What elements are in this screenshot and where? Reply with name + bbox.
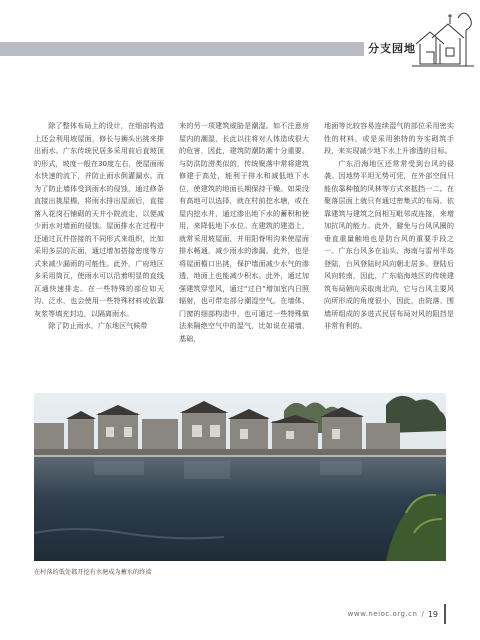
photo-caption: 在村落的低处都开挖有水塘成为蓄水的终端 <box>34 569 152 576</box>
paragraph: 除了防止雨水，广东地区气候带 <box>48 321 148 330</box>
paragraph: 地面等比较容易连续湿气的部位采用密实性的材料，或是采用独特的夯实砌筑手段，来实现减少地下水上升渗透的目标。 <box>324 121 454 155</box>
footer-url: www.neioc.org.cn <box>347 610 418 618</box>
village-pond-photo <box>34 393 446 561</box>
footer-rule <box>444 604 446 624</box>
text-column-2 <box>179 120 309 390</box>
text-column-1 <box>34 120 164 390</box>
section-tag: 分支园地 <box>364 38 420 58</box>
house-illustration-icon <box>410 4 476 74</box>
article-body <box>34 120 454 390</box>
paragraph: 除了整体布局上的设计，在细部构造上还会利用坡屋面，修长与狮头出挑来排出雨水。广东传统民居多采用前后直坡顶的形式，坡度一般在30度左右，使屋面雨水快速的流下，并防止雨水倒灌漏水。而为了防止墙体受到雨水的侵蚀，通过修条直接出挑屋檐，将雨水排出屋面后，直接落入花岗石铺砌的天井小院流走，以便减少雨水对墙面的侵蚀。屋面排水在过程中还通过瓦件搭接的不同形式来组织，比如采用多层的瓦面，通过增加搭接密度等方式来减少漏雨的可能性。此外，广府地区多采用筒瓦，使雨水可以沿着明显的直线瓦通快速排走。在一些特殊的部位如天沟、泛水，也会使用一些特殊材料或依靠灰浆等填充封边，以隔离雨水。 <box>34 121 164 318</box>
header-bar <box>0 42 410 56</box>
paragraph: 来的另一项建筑威胁是潮湿。如不注意房屋内的潮湿，长此以往将对人体造成很大的危害，因此，建筑防潮防潮十分重要。与防洪防涝类似的，传统聚落中常将建筑修建于高处，能利于排水和减低地下水位，使建筑的地面长期保持干燥。如果没有高地可以选择，就在村前挖水塘，或在屋内挖水井，通过渗出地下水的蓄积和使用，来降低地下水位。在建筑的建造上，就常采用坡屋面，并用阳脊明沟来使屋面排水畅通，减少雨水的渗漏。此外，也是将屋面檐口出挑，保护墙面减少水气的渗透，地面上也能减少积水。此外，通过加强建筑穿堂风，通过“过白”增加室内日照辐射，也可带走部分潮湿空气。在墙体、门窗的细部构造中，也可通过一些特殊做法来隔绝空气中的湿气，比如说在裙墙，基础， <box>179 121 309 343</box>
page-number: 19 <box>427 609 438 619</box>
text-column-3 <box>324 120 454 390</box>
paragraph: 广东沿海地区还常常受到台风的侵袭。因地势平坦无势可凭，在外部空间只能依靠种植的风林等方式来抵挡一二。在聚落层面上就只有通过密集式的布局、依靠建筑与建筑之间相互毗邻成连接，来增加抗风的能力。此外，避免与台风风圈的垂直重量触地也是防台风的重要手段之一。广东台风多在汕头、海南与雷州半岛登陆，台风登陆时风向朝北居多。登陆后风向转南，因此，广东临海地区的传统建筑布局朝向采取南北向，它与台风主要风向所形成的角度很小，因此，由院落、围墙所组成的多进式民居布局对风的阻挡是非常有利的。 <box>324 158 454 330</box>
footer-separator: / <box>421 610 424 618</box>
page-footer <box>348 604 446 624</box>
